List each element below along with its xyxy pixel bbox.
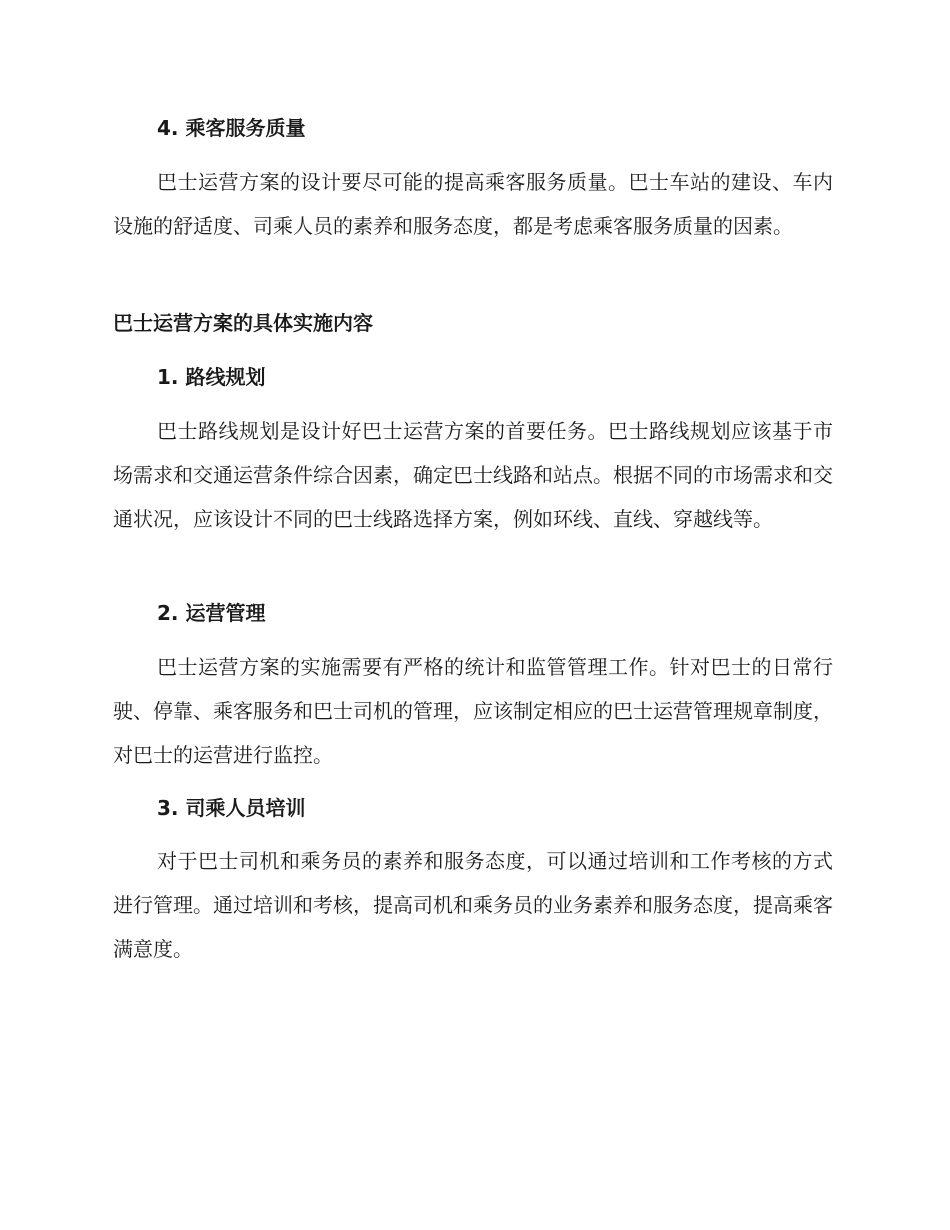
- paragraph-operations-management: 巴士运营方案的实施需要有严格的统计和监管管理工作。针对巴士的日常行驶、停靠、乘客服务和巴士司机的管理，应该制定相应的巴士运营管理规章制度，对巴士的运营进行监控。: [113, 655, 833, 767]
- paragraph-staff-training: 对于巴士司机和乘务员的素养和服务态度，可以通过培训和工作考核的方式进行管理。通过培训和考核，提高司机和乘务员的业务素养和服务态度，提高乘客满意度。: [113, 849, 833, 961]
- paragraph-passenger-service-quality: 巴士运营方案的设计要尽可能的提高乘客服务质量。巴士车站的建设、车内设施的舒适度、司乘人员的素养和服务态度，都是考虑乘客服务质量的因素。: [113, 170, 833, 238]
- section-title-implementation: 巴士运营方案的具体实施内容: [113, 311, 373, 335]
- heading-staff-training: 3. 司乘人员培训: [157, 796, 306, 820]
- heading-route-planning: 1. 路线规划: [157, 365, 266, 389]
- heading-passenger-service-quality: 4. 乘客服务质量: [157, 116, 306, 140]
- paragraph-route-planning: 巴士路线规划是设计好巴士运营方案的首要任务。巴士路线规划应该基于市场需求和交通运营条件综合因素，确定巴士线路和站点。根据不同的市场需求和交通状况，应该设计不同的巴士线路选择方案，例如环线、直线、穿越线等。: [113, 419, 833, 531]
- heading-operations-management: 2. 运营管理: [157, 601, 266, 625]
